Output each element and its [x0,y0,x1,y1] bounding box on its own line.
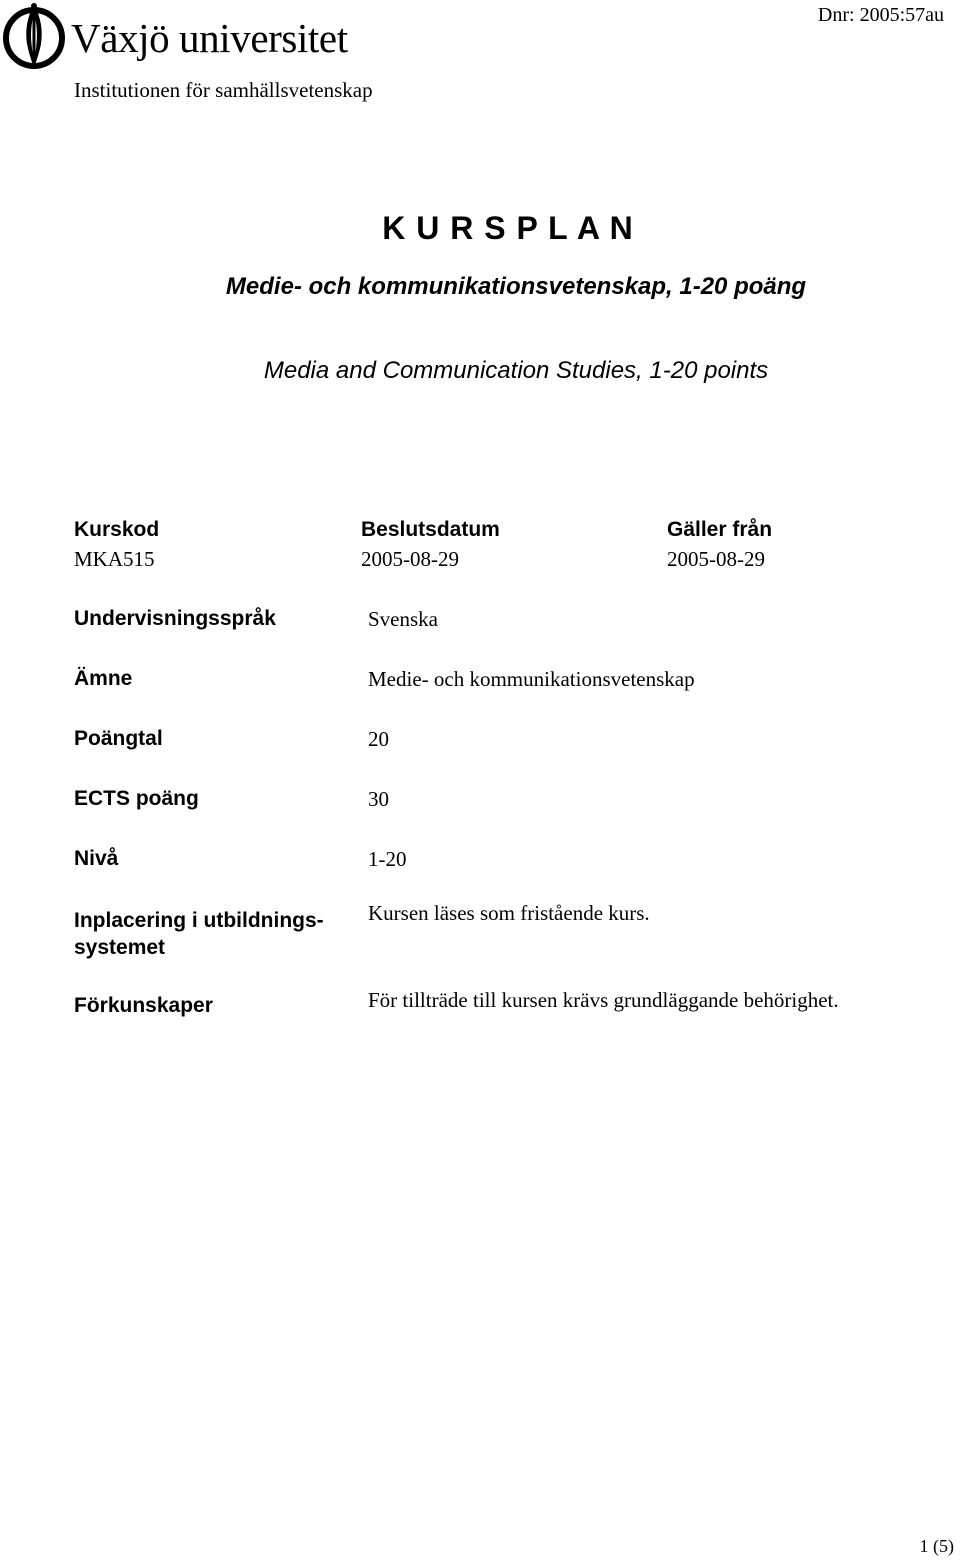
galler-fran-value: 2005-08-29 [667,547,765,571]
kurskod-label: Kurskod [74,518,160,541]
page-number: 1 (5) [919,1536,954,1556]
document-title: K U R S P L A N [382,210,634,246]
niva-value: 1-20 [368,847,407,871]
galler-fran-label: Gäller från [667,518,773,541]
beslutsdatum-label: Beslutsdatum [361,518,500,541]
inplacering-label: Inplacering i utbildnings-systemet [74,909,324,959]
poangtal-value: 20 [368,727,389,751]
niva-label: Nivå [74,847,119,870]
amne-value: Medie- och kommunikationsvetenskap [368,667,695,691]
undervisningssprak-label: Undervisningsspråk [74,607,276,630]
course-title-swedish: Medie- och kommunikationsvetenskap, 1-20 poäng [225,273,807,300]
ects-label: ECTS poäng [74,787,199,810]
ects-value: 30 [368,787,389,811]
institution-name: Institutionen för samhällsvetenskap [74,78,373,102]
course-title-english: Media and Communication Studies, 1-20 points [263,357,769,384]
kurskod-value: MKA515 [74,547,155,571]
document-number: Dnr: 2005:57au [817,4,944,26]
university-emblem-icon [3,0,65,70]
forkunskaper-label: Förkunskaper [74,994,213,1017]
university-logo [3,0,363,72]
undervisningssprak-value: Svenska [368,607,438,631]
inplacering-value: Kursen läses som fristående kurs. [368,901,650,925]
poangtal-label: Poängtal [74,727,163,750]
logo-wordmark: Växjö universitet [71,15,348,61]
forkunskaper-value: För tillträde till kursen krävs grundläggande behörighet. [368,988,839,1012]
beslutsdatum-value: 2005-08-29 [361,547,459,571]
amne-label: Ämne [74,667,133,690]
